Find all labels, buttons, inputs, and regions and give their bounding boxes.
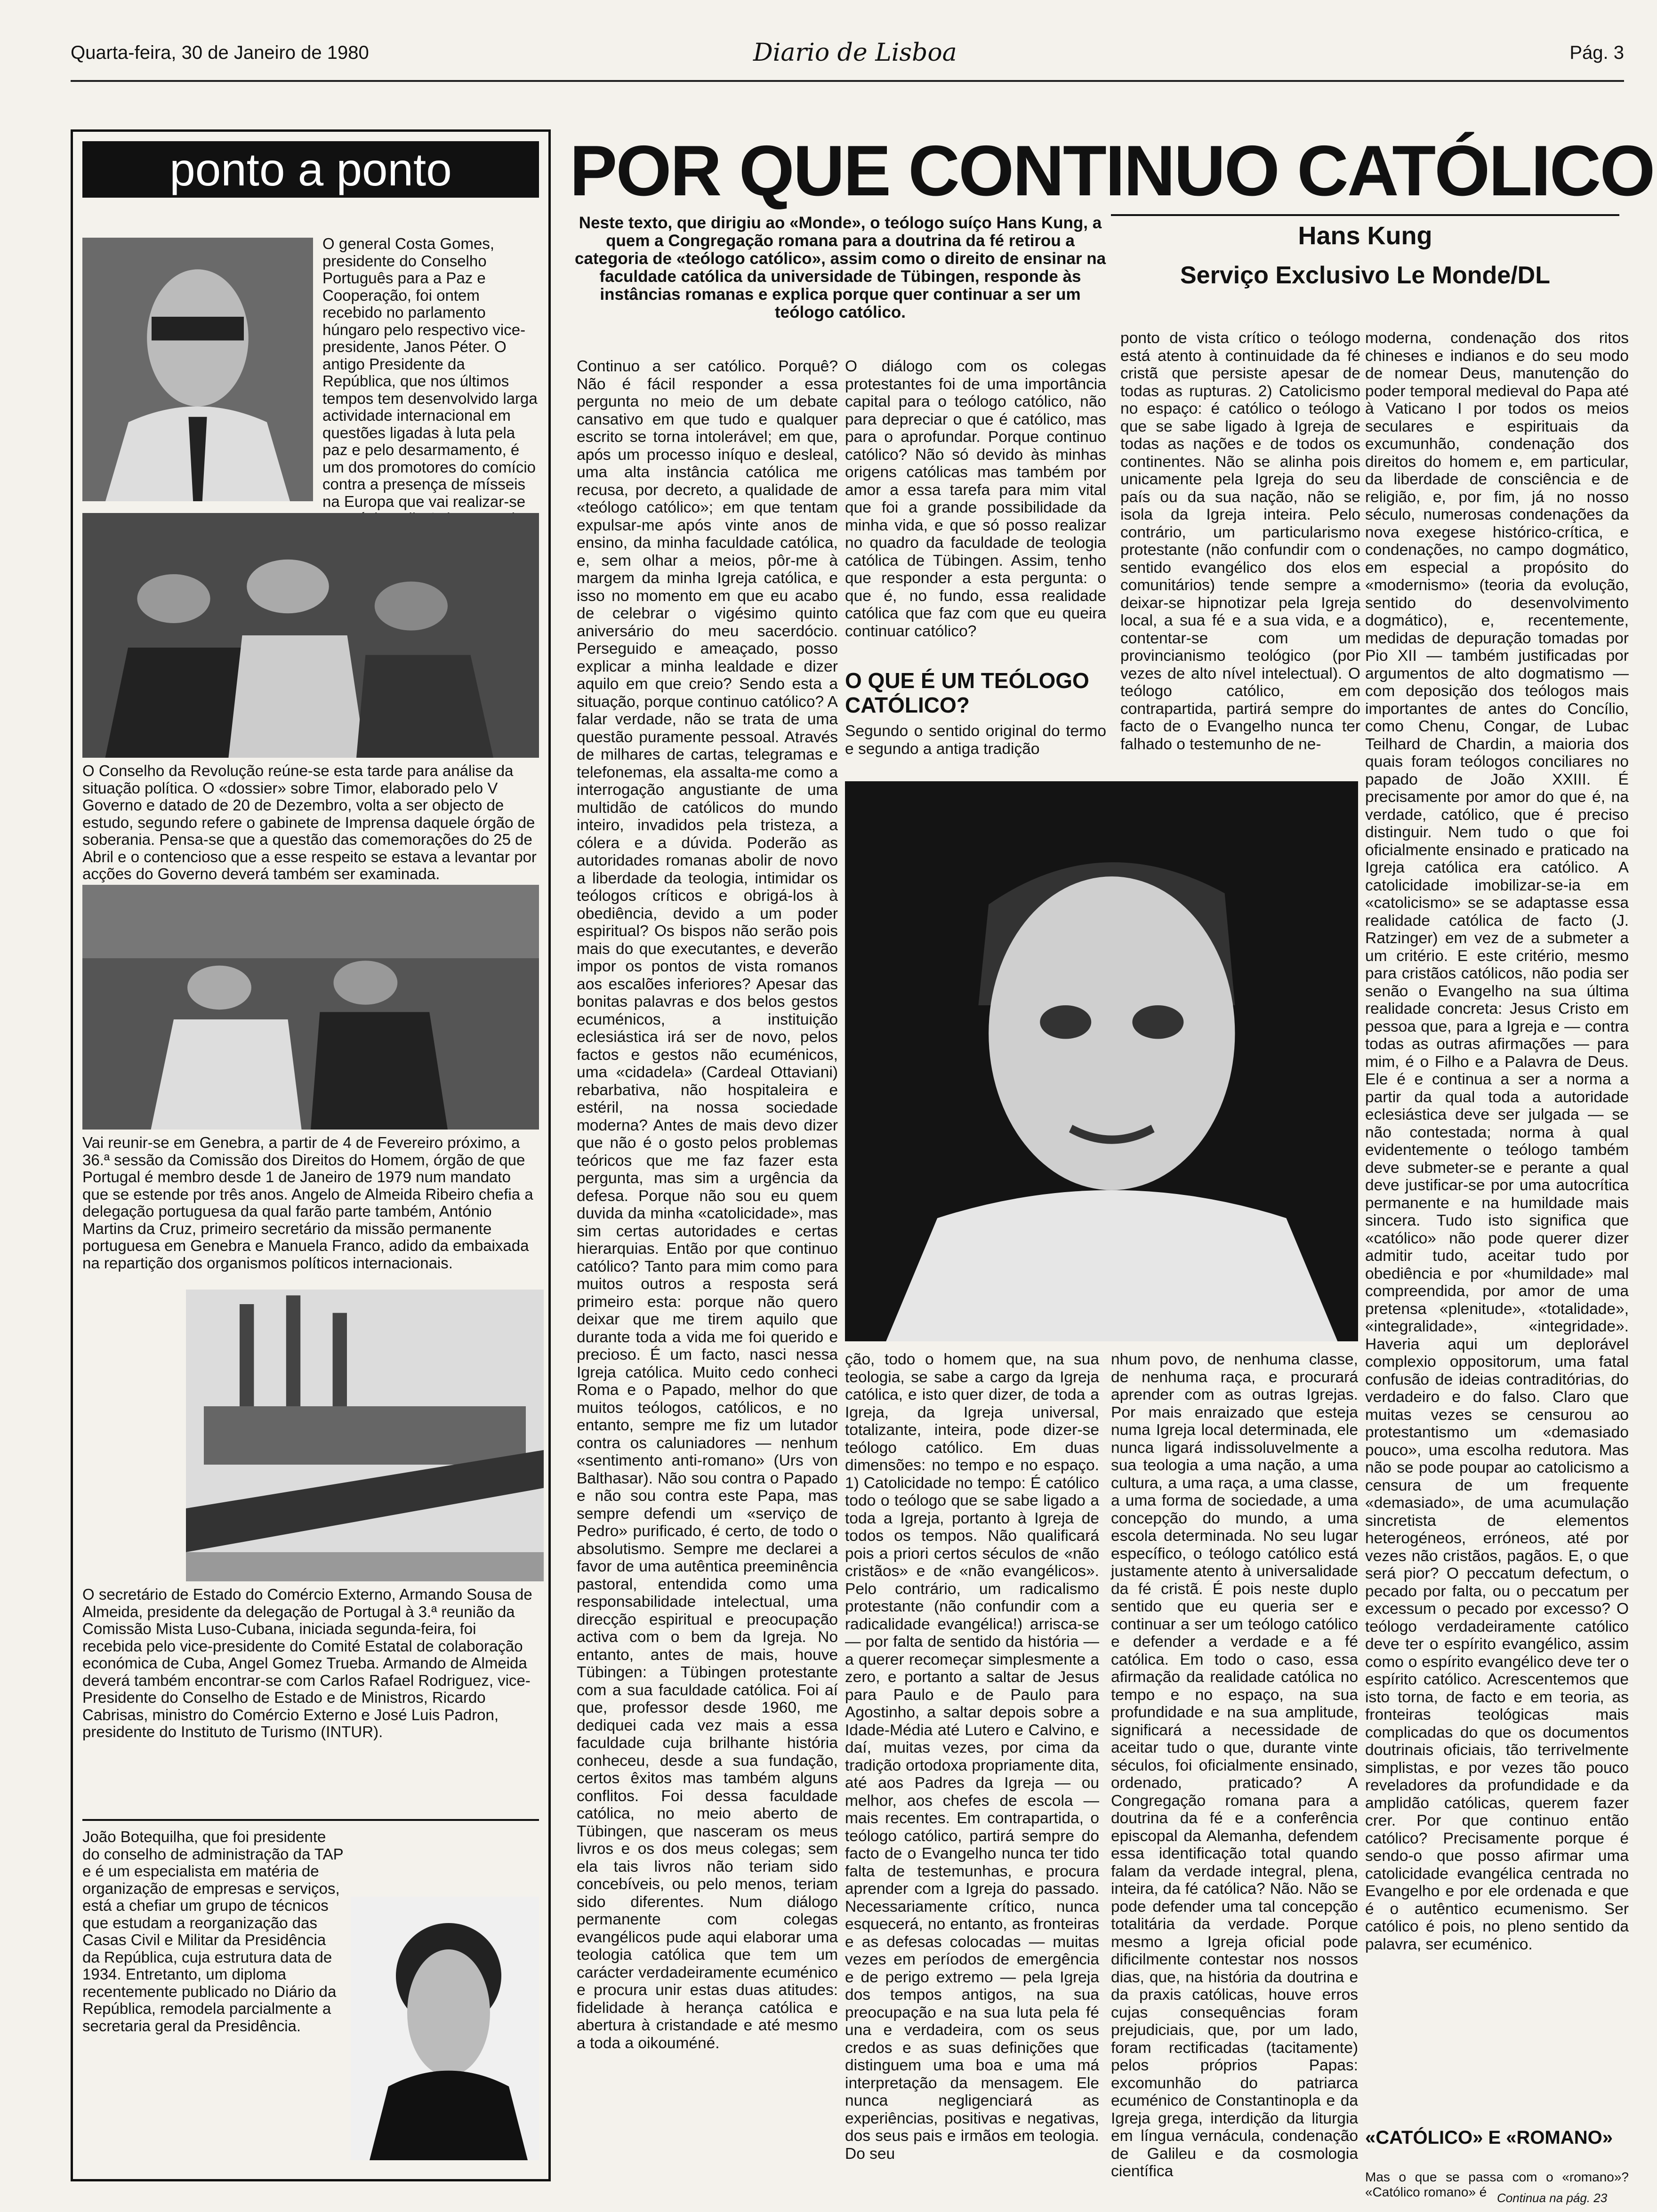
portrait-image: [845, 781, 1358, 1341]
subhead-catholic-roman: «CATÓLICO» E «ROMANO»: [1365, 2127, 1613, 2148]
factory-image: [186, 1290, 544, 1581]
article-column-2-bottom: ção, todo o homem que, na sua teologia, se sabe a cargo da Igreja católica, e isto quer dizer, de toda a Igreja, da Igreja universal, totalizante, inteira, pode dizer-se teólogo católico. Em duas dimensões: no tempo e no espaço. 1) Catolicidade no tempo: É católico todo o teólogo que se sabe ligado a toda a Igreja, portanto à Igreja de todos os tempos. Não qualificará pois a priori certos séculos de «não cristãos» e de «não evangélicos». Pelo contrário, um radicalismo protestante (não confundir com a radicalidade evangélica!) arrisca-se — por falta de sentido da história — a querer recomeçar simplesmente a zero, e portanto a saltar de Jesus para Paulo e de Paulo para Agostinho, a saltar depois sobre a Idade-Média até Lutero e Calvino, e daí, muitas vezes, por cima da tradição ortodoxa propriamente dita, até aos Padres da Igreja — ou melhor, aos chefes de escola — mais recentes. Em contrapartida, o teólogo católico, partirá sempre do facto de o Evangelho nunca ter tido falta de testemunhas, e procura aprender com a Igreja do passado. Necessariamente crítico, nunca esquecerá, no entanto, as fronteiras e as defesas colocadas — muitas vezes em períodos de emergência e de perigo extremo — pela Igreja dos tempos antigos, na sua preocupação e na sua luta pela fé una e verdadeira, com os seus credos e as suas definições que distinguem uma boa e uma má interpretação da mensagem. Ele nunca negligenciará as experiências, positivas e negativas, dos seus pais e irmãos em teologia. Do seu: [845, 1351, 1099, 2163]
sidebar-banner: ponto a ponto: [82, 141, 539, 198]
article-column-2-tail: Segundo o sentido original do termo e segundo a antiga tradição: [845, 722, 1106, 758]
brief-revolution-council: O Conselho da Revolução reúne-se esta tarde para análise da situação política. O «dossier» sobre Timor, elaborado pelo V Governo e datado de 20 de Dezembro, volta a ser objecto de estudo, segundo refere o gabinete de Imprensa daquele órgão de soberania. Pensa-se que a questão das comemorações do 25 de Abril e o contencioso que a esse respeito se estava a levantar por acções do Governo deverá também ser examinada.: [82, 762, 537, 882]
article-service: Serviço Exclusivo Le Monde/DL: [1180, 262, 1550, 289]
photo-revolution-council: [82, 513, 539, 758]
subhead-theologian: O QUE É UM TEÓLOGO CATÓLICO?: [845, 668, 1089, 717]
article-column-4: moderna, condenação dos ritos chineses e indianos e do seu modo de nomear Deus, manutenção do poder temporal medieval do Papa até à Vaticano I por todos os meios seculares e espirituais da excumunhão, condenação dos direitos do homem e, em particular, da liberdade de consciência e de religião, e, por fim, já no nosso século, numerosas condenações da nova exegese histórico-crítica, e condenações, no campo dogmático, em especial a propósito do «modernismo» (teoria da evolução, sentido do desenvolvimento dogmático), e, recentemente, medidas de depuração tomadas por Pio XII — também justificadas por argumentos de alto dogmatismo — com deposição dos teólogos mais importantes de antes do Concílio, como Chenu, Congar, de Lubac Teilhard de Chardin, a maioria dos quais foram teólogos conciliares no papado de João XXIII. É precisamente por amor do que é, na verdade, católico, que é preciso distinguir. Nem tudo o que foi oficialmente ensinado e praticado na Igreja católica era católico. A catolicidade imobilizar-se-ia em «catolicismo» se se adaptasse essa realidade católica de facto (J. Ratzinger) em vez de a submeter a um critério. E este critério, mesmo para cristãos católicos, não podia ser senão o Evangelho na sua última realidade concreta: Jesus Cristo em pessoa que, para a Igreja e — contra todas as outras afirmações — para mim, é o Filho e a Palavra de Deus. Ele é e continua a ser a norma a partir da qual toda a autoridade eclesiástica deve ser julgada — se não contestada; norma à qual evidentemente o teólogo também deve submeter-se e perante a qual deve justificar-se por uma autocrítica permanente e na humildade mais sincera. Tudo isto significa que «católico» não pode querer dizer admitir tudo, aceitar tudo por obediência e por «humildade» mal compreendida, por amor de uma pretensa «plenitude», «totalidade», «integralidade», «integridade». Haveria aqui um deplorável complexio oppositorum, uma fatal confusão de ideias contraditórias, do verdadeiro e do falso. Claro que muitas vezes se censurou ao protestantismo um «demasiado pouco», uma escolha redutora. Mas não se pode poupar ao catolicismo a censura de um frequente «demasiado», de uma acumulação sincretista de elementos heterogéneos, erróneos, até por vezes não cristãos, pagãos. E, o que será pior? O peccatum defectum, o pecado por falta, ou o peccatum per excessum o pecado por excesso? O teólogo verdadeiramente católico deve ter o espírito evangélico, assim como o espírito evangélico deve ter o espírito católico. Acrescentemos que isto torna, de facto e em teoria, as fronteiras teológicas mais complicadas do que os documentos doutrinais oficiais, tão terrivelmente simplistas, e por vezes tão pouco reveladores da profundidade e da amplidão católicas, querem fazer crer. Por que continuo então católico? Precisamente porque é sendo-o que posso afirmar uma catolicidade evangélica centrada no Evangelho e por ele ordenada e que é o autêntico ecumenismo. Ser católico é pois, no pleno sentido da palavra, ser ecuménico.: [1365, 329, 1629, 1953]
photo-costa-gomes: [82, 238, 313, 501]
issue-date: Quarta-feira, 30 de Janeiro de 1980: [71, 42, 369, 63]
brief-costa-gomes: O general Costa Gomes, presidente do Conselho Português para a Paz e Cooperação, foi ontem recebido no parlamento húngaro pelo respectivo vice-presidente, Janos Péter. O antigo Presidente da República, que nos últimos tempos tem desenvolvido larga actividade internacional em questões ligadas à luta pela paz e pelo desarmamento, é um dos promotores do comício contra a presença de mísseis na Europa que vai realizar-se: [322, 235, 538, 510]
byline-rule: [1111, 214, 1619, 216]
article-column-3-bottom: nhum povo, de nenhuma classe, de nenhuma raça, e procurará aprender com as outras Igrejas. Por mais enraizado que esteja numa Igreja local determinada, ele nunca ligará indissoluvelmente a sua teologia a uma nação, a uma cultura, a uma raça, a uma classe, a uma forma de sociedade, a uma concepção do mundo, a uma escola determinada. No seu lugar específico, o teólogo católico está justamente atento à universalidade da fé cristã. É pois neste duplo sentido que eu queria ser e continuar a ser um teólogo católico e defender a verdade e a fé católica. Em todo o caso, essa afirmação da realidade católica no tempo e no espaço, na sua profundidade e na sua amplitude, significará a necessidade de aceitar tudo o que, durante vinte séculos, foi oficialmente ensinado, ordenado, praticado? A Congregação romana para a doutrina da fé e a conferência episcopal da Alemanha, defendem essa identificação total quando falam da verdade integral, plena, inteira, da fé católica? Não. Não se pode defender uma tal concepção totalitária da verdade. Porque mesmo a Igreja oficial pode dificilmente contestar nos nossos dias, que, na história da doutrina e da praxis católicas, houve erros cujas consequências foram prejudiciais, que, por um lado, foram rectificadas (tacitamente) pelos próprios Papas: excomunhão do patriarca ecuménico de Constantinopla e da Igreja grega, interdição da liturgia em língua vernácula, condenação de Galileu e da cosmologia científica: [1111, 1351, 1358, 2180]
article-title: POR QUE CONTINUO CATÓLICO: [570, 131, 1654, 211]
brief-botequilha: João Botequilha, que foi presidente do conselho de administração da TAP e é um especialista em matéria de organização de empresas e serviços, está a chefiar um grupo de técnicos que estudam a reorganização das Casas Civil e Militar da Presidência da República, cuja estrutura data de 1934. Entretanto, um diploma recentemente publicado no Diário da República, remodela parcialmente a secretaria geral da Presidência.: [82, 1828, 344, 2035]
crowd-image: [82, 885, 539, 1130]
photo-hans-kung: [845, 781, 1358, 1341]
article-column-4-tail: Mas o que se passa com o «romano»? «Católico romano» é: [1365, 2170, 1629, 2199]
sidebar-column: [71, 129, 551, 2181]
crowd-image: [82, 513, 539, 758]
article-column-2-top: O diálogo com os colegas protestantes foi de uma importância capital para o teólogo católico, não para depreciar o que é católico, mas para o aprofundar. Porque continuo católico? Não só devido às minhas origens católicas mas também por amor a essa tarefa para mim vital que foi a grande possibilidade da minha vida, e que só posso realizar no quadro da faculdade de teologia católica de Tübingen. Assim, tenho que responder a esta pergunta: o que é, no fundo, essa realidade católica que faz com que eu queira continuar católico?: [845, 358, 1106, 640]
continued-notice: Continua na pág. 23: [1497, 2191, 1608, 2205]
photo-botequilha: [351, 1897, 539, 2160]
page-number: Pág. 3: [1569, 42, 1624, 63]
article-column-1: Continuo a ser católico. Porquê? Não é fácil responder a essa pergunta no meio de um debate cansativo em que tudo e qualquer escrito se torna intolerável; em que, após um processo iníquo e desleal, uma alta instância católica me recusa, por decreto, a qualidade de «teólogo católico»; em que tentam expulsar-me após vinte anos de ensino, da minha faculdade católica, e, sem olhar a meios, pôr-me à margem da minha Igreja católica, e isso no momento em que eu acabo de celebrar o vigésimo quinto aniversário do meu sacerdócio. Perseguido e ameaçado, posso explicar a minha lealdade e dizer aquilo em que creio? Sendo esta a situação, porque continuo católico? A falar verdade, não se trata de uma questão puramente pessoal. Através de milhares de cartas, telegramas e telefonemas, ela assalta-me como a interrogação angustiante de uma multidão de católicos do mundo inteiro, invadidos pela tristeza, a cólera e a dúvida. Poderão as autoridades romanas abolir de novo a liberdade da teologia, intimidar os teólogos críticos e obrigá-los à obediência, devido a um poder espiritual? Os bispos não serão pois mais do que executantes, e deverão impor os pontos de vista romanos aos escalões inferiores? Apesar das bonitas palavras e dos belos gestos ecuménicos, a instituição eclesiástica irá ser de novo, pelos factos e gestos não ecuménicos, uma «cidadela» (Cardeal Ottaviani) rebarbativa, não hospitaleira e estéril, na nossa sociedade moderna? Antes de mais devo dizer que não é o gosto pelos problemas teóricos que me faz fazer esta pergunta, mas sim a urgência da defesa. Porque não sou eu quem duvida da minha «catolicidade», mas sim certas autoridades e certas hierarquias. Então por que continuo católico? Tanto para mim como para muitos outros a resposta será primeiro esta: porque não quero deixar que me tirem aquilo que durante toda a vida me foi querido e precioso. É um facto, nasci nessa Igreja católica. Muito cedo conheci Roma e o Papado, melhor do que muitos teólogos, católicos, e no entanto, sempre me fiz um lutador contra os caluniadores — nenhum «sentimento anti-romano» (Urs von Balthasar). Não sou contra o Papado e não sou contra este Papa, mas sempre defendi um «serviço de Pedro» purificado, é certo, de todo o absolutismo. Sempre me declarei a favor de uma autêntica preeminência pastoral, entendida como uma responsabilidade intelectual, uma direcção espiritual e preocupação activa com o bem da Igreja. No entanto, antes de mais, houve Tübingen: a Tübingen protestante com a sua faculdade católica. Foi aí que, professor desde 1960, me dediquei cada vez mais a essa faculdade cuja brilhante história conheceu, desde a sua fundação, certos êxitos mas também alguns conflitos. Foi dessa faculdade católica, no meio aberto de Tübingen, que nasceram os meus livros e os dos meus colegas; sem ela tais livros não teriam sido concebíveis, ou pelo menos, teriam sido diferentes. Num diálogo permanente com colegas evangélicos pude aqui elaborar uma teologia católica que tem um carácter verdadeiramente ecuménico e procura unir estas duas atitudes: fidelidade à herança católica e abertura à cristandade e até mesmo a toda a oikouméné.: [577, 358, 838, 2052]
brief-geneva-delegation: Vai reunir-se em Genebra, a partir de 4 de Fevereiro próximo, a 36.ª sessão da Comissão dos Direitos do Homem, órgão de que Portugal é membro desde 1 de Janeiro de 1979 num mandato que se estende por três anos. Angelo de Almeida Ribeiro chefia a delegação portuguesa da qual farão parte também, António Martins da Cruz, primeiro secretário da missão permanente portuguesa em Genebra e Manuela Franco, adido da embaixada na repartição dos organismos políticos internacionais.: [82, 1134, 533, 1272]
portrait-image: [82, 238, 313, 501]
article-lead: Neste texto, que dirigiu ao «Monde», o teólogo suíço Hans Kung, a quem a Congregação romana para a doutrina da fé retirou a categoria de «teólogo católico», assim como o direito de ensinar na faculdade católica da universidade de Tübingen, responde às instâncias romanas e explica porque quer continuar a ser um teólogo católico.: [574, 214, 1106, 321]
masthead: Diario de Lisboa: [753, 39, 957, 67]
photo-geneva-delegation: [82, 885, 539, 1130]
article-column-3-top: ponto de vista crítico o teólogo está atento à continuidade da fé cristã que persiste apesar de todas as rupturas. 2) Catolicismo no espaço: é católico o teólogo que se sabe ligado à Igreja de todas as nações e de todos os continentes. Não se alinha pois unicamente pela Igreja do seu país ou da sua nação, não se isola da Igreja inteira. Pelo contrário, um particularismo protestante (não confundir com o sentido evangélico dos elos comunitários) tende sempre a deixar-se hipnotizar pela Igreja local, a sua fé e a sua vida, e a contentar-se com um provincianismo teológico (por vezes de alto nível intelectual). O teólogo católico, em contrapartida, partirá sempre do facto de o Evangelho nunca ter falhado o testemunho de ne-: [1120, 329, 1360, 753]
page-header: [71, 38, 1624, 82]
article-author: Hans Kung: [1298, 222, 1432, 250]
brief-trade-commission: O secretário de Estado do Comércio Externo, Armando Sousa de Almeida, presidente da delegação de Portugal à 3.ª reunião da Comissão Mista Luso-Cubana, iniciada segunda-feira, foi recebida pelo vice-presidente do Comité Estatal de colaboração económica de Cuba, Angel Gomez Trueba. Armando de Almeida deverá também encontrar-se com Carlos Rafael Rodriguez, vice-Presidente do Conselho de Estado e de Ministros, Ricardo Cabrisas, ministro do Comércio Externo e José Luis Padron, presidente do Instituto de Turismo (INTUR).: [82, 1586, 532, 1740]
portrait-image: [351, 1897, 539, 2160]
photo-industrial-plant: [186, 1290, 544, 1581]
sidebar-divider: [82, 1819, 539, 1821]
